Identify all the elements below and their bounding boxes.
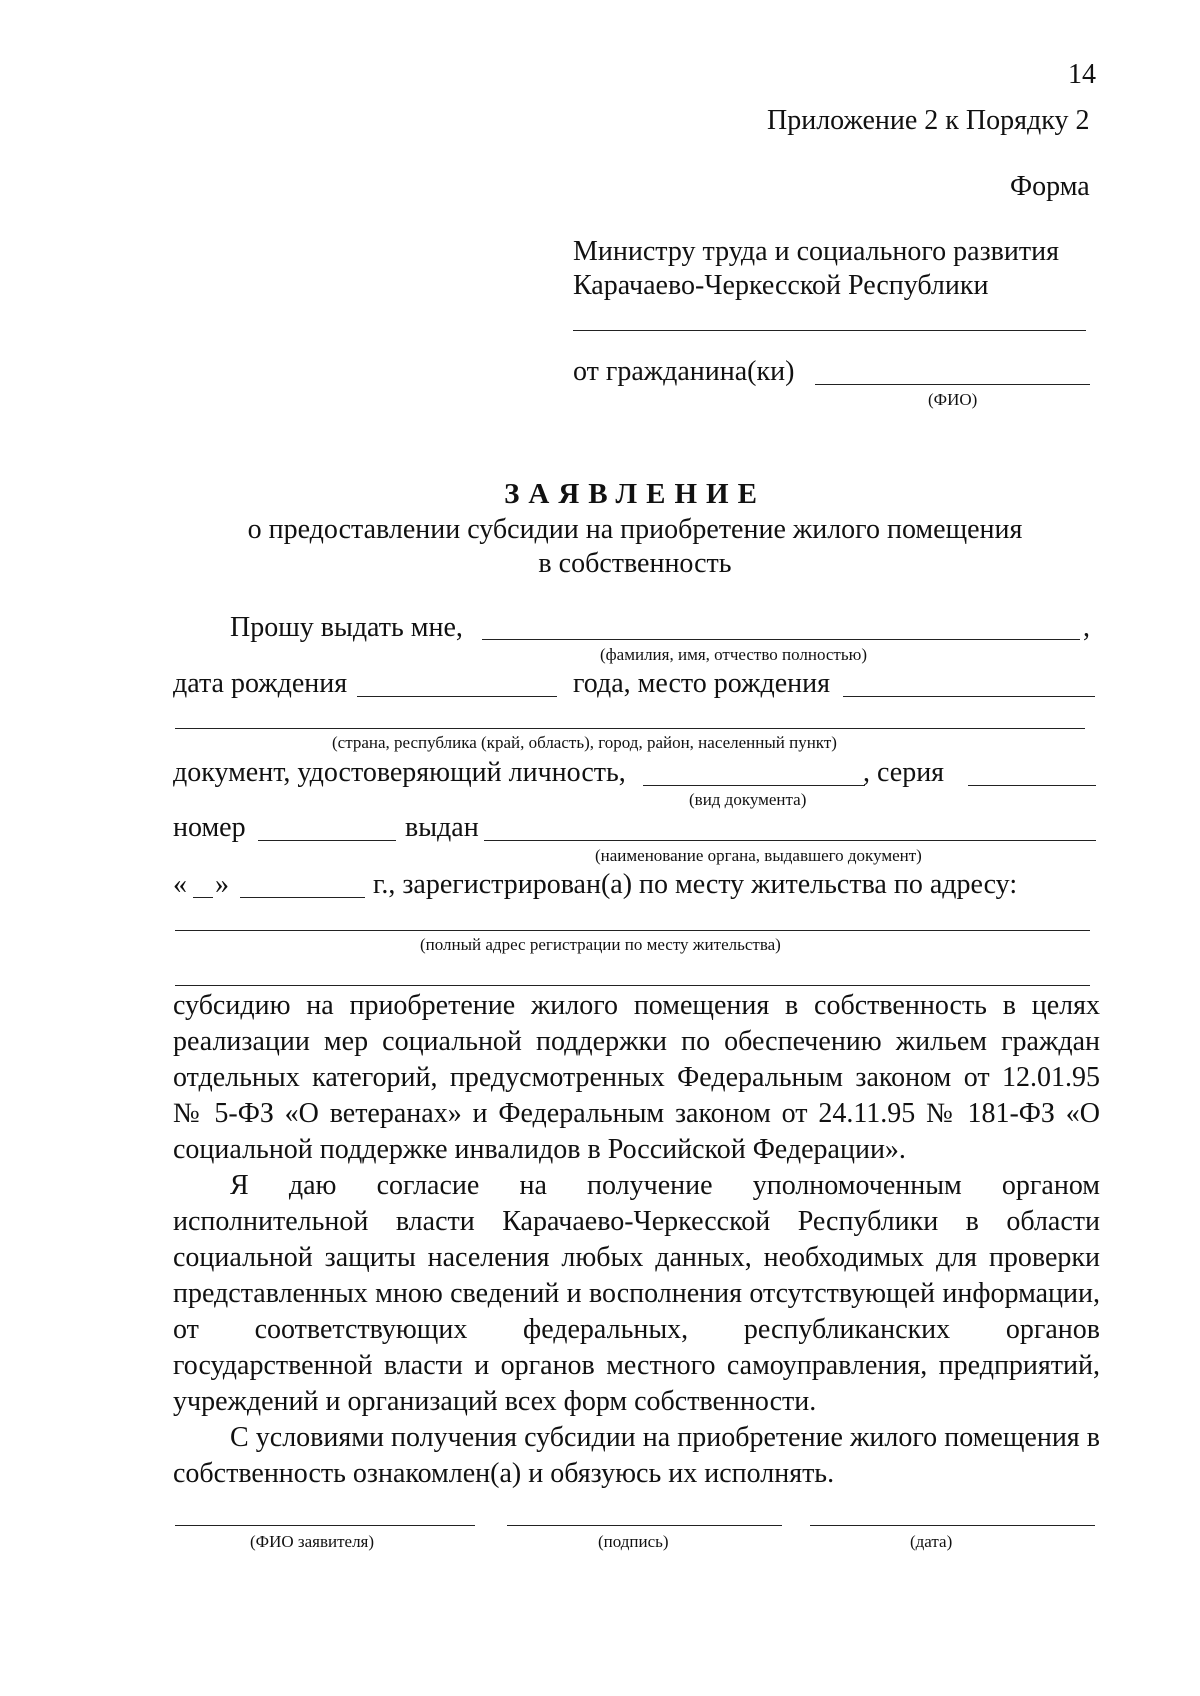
paragraph-subsidy: субсидию на приобретение жилого помещения в собственность в целях реализации мер социальной поддержки по обеспечению жильем граждан отдельных категорий, предусмотренных Федеральным законом от 12.01.95 № 5-ФЗ «О ветеранах» и Федеральным законом от 24.11.95 № 181-ФЗ «О социальной поддержке инвалидов в Российской Федерации». xyxy=(173,990,1100,1165)
addressee-line-1: Министру труда и социального развития xyxy=(573,236,1059,267)
issuer-field[interactable] xyxy=(484,840,1096,841)
issue-date-open-quote: « xyxy=(173,869,187,900)
appendix-label: Приложение 2 к Порядку 2 xyxy=(767,105,1090,136)
address-caption: (полный адрес регистрации по месту жительства) xyxy=(420,935,781,954)
signature-field[interactable] xyxy=(507,1525,782,1526)
birthdate-field[interactable] xyxy=(357,696,557,697)
fio-caption: (ФИО) xyxy=(928,390,978,409)
issue-date-close-quote: » xyxy=(215,869,229,900)
number-field[interactable] xyxy=(258,840,396,841)
birthdate-label: дата рождения xyxy=(173,668,348,699)
birthplace-field[interactable] xyxy=(843,696,1095,697)
series-field[interactable] xyxy=(968,785,1096,786)
page-number: 14 xyxy=(1068,59,1096,90)
document-subtitle-line-2: в собственность xyxy=(538,548,732,579)
number-label: номер xyxy=(173,812,246,843)
document-type-caption: (вид документа) xyxy=(689,790,807,809)
fullname-field[interactable] xyxy=(482,639,1080,640)
birthplace-caption: (страна, республика (край, область), город, район, населенный пункт) xyxy=(332,733,837,752)
issue-day-field[interactable] xyxy=(193,897,213,898)
registered-label: г., зарегистрирован(а) по месту жительства по адресу: xyxy=(373,869,1018,900)
date-field[interactable] xyxy=(810,1525,1095,1526)
document-title: ЗАЯВЛЕНИЕ xyxy=(504,478,766,510)
paragraph-conditions: С условиями получения субсидии на приобретение жилого помещения в собственность ознакомлен(а) и обязуюсь их исполнять. xyxy=(173,1422,1100,1489)
applicant-name-field[interactable] xyxy=(175,1525,475,1526)
addressee-line-2: Карачаево-Черкесской Республики xyxy=(573,270,989,301)
ask-label: Прошу выдать мне, xyxy=(230,612,463,643)
form-label: Форма xyxy=(1010,171,1090,202)
address-field-line-2[interactable] xyxy=(175,985,1090,986)
issued-label: выдан xyxy=(405,812,479,843)
birthplace-label: года, место рождения xyxy=(573,668,830,699)
issuer-caption: (наименование органа, выдавшего документ) xyxy=(595,846,922,865)
signature-caption: (подпись) xyxy=(598,1532,669,1551)
applicant-name-caption: (ФИО заявителя) xyxy=(250,1532,375,1551)
paragraph-consent: Я даю согласие на получение уполномоченным органом исполнительной власти Карачаево-Черкесской Республики в области социальной защиты населения любых данных, необходимых для проверки представленных мною сведений и восполнения отсутствующей информации, от соответствующих федеральных, республиканских органов государственной власти и органов местного самоуправления, предприятий, учреждений и организаций всех форм собственности. xyxy=(173,1170,1100,1417)
birthplace-field-line-2[interactable] xyxy=(175,728,1085,729)
issue-month-field[interactable] xyxy=(240,897,365,898)
identity-document-label: документ, удостоверяющий личность, xyxy=(173,757,626,788)
fullname-caption: (фамилия, имя, отчество полностью) xyxy=(600,645,867,664)
series-label: , серия xyxy=(863,757,945,788)
fullname-comma: , xyxy=(1083,612,1090,643)
address-field[interactable] xyxy=(175,930,1090,931)
addressee-blank-line xyxy=(573,330,1086,331)
date-caption: (дата) xyxy=(910,1532,953,1551)
document-subtitle-line-1: о предоставлении субсидии на приобретение жилого помещения xyxy=(247,514,1023,545)
document-type-field[interactable] xyxy=(643,785,865,786)
from-citizen-label: от гражданина(ки) xyxy=(573,356,795,387)
from-citizen-field[interactable] xyxy=(815,384,1090,385)
body-text xyxy=(173,988,1100,1492)
